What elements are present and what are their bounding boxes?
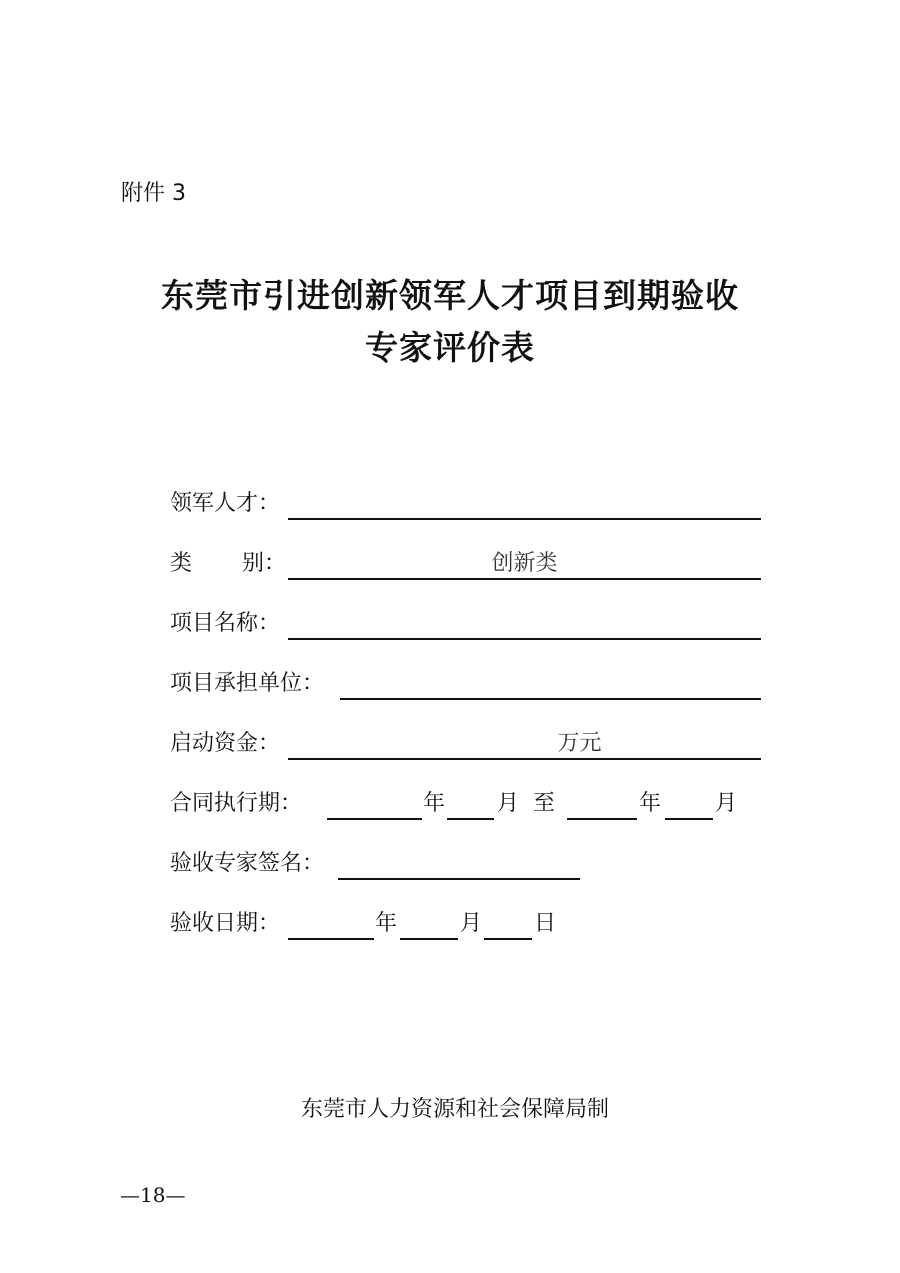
startup-fund-label: 启动资金： xyxy=(170,731,281,756)
category-label-a: 类 xyxy=(170,551,193,576)
contract-start-month-field[interactable] xyxy=(447,788,494,820)
category-label-b: 别： xyxy=(242,551,287,576)
project-unit-row xyxy=(170,668,762,700)
page-title-line2: 专家评价表 xyxy=(365,328,535,367)
issuer-footer: 东莞市人力资源和社会保障局制 xyxy=(300,1097,609,1122)
contract-start-year-field[interactable] xyxy=(327,788,422,820)
startup-fund-row xyxy=(170,728,762,760)
page-number: —18— xyxy=(120,1183,186,1207)
acceptance-day-unit: 日 xyxy=(534,911,557,936)
contract-start-year-unit: 年 xyxy=(423,791,446,816)
contract-period-row xyxy=(170,788,762,820)
acceptance-month-field[interactable] xyxy=(400,908,458,940)
acceptance-date-label: 验收日期： xyxy=(170,911,281,936)
project-name-row xyxy=(170,608,762,640)
contract-end-month-field[interactable] xyxy=(665,788,713,820)
leader-row xyxy=(170,488,762,520)
contract-end-year-field[interactable] xyxy=(567,788,637,820)
contract-end-year-unit: 年 xyxy=(639,791,662,816)
leader-label: 领军人才： xyxy=(170,491,281,516)
category-value: 创新类 xyxy=(491,551,558,576)
contract-to-label: 至 xyxy=(533,791,556,816)
acceptance-day-field[interactable] xyxy=(484,908,532,940)
acceptance-month-unit: 月 xyxy=(460,911,483,936)
attachment-label: 附件 3 xyxy=(121,181,186,206)
expert-signature-label: 验收专家签名： xyxy=(170,851,325,876)
category-field[interactable] xyxy=(288,548,761,580)
page-title-line1: 东莞市引进创新领军人才项目到期验收 xyxy=(161,276,739,315)
startup-fund-field[interactable] xyxy=(288,728,761,760)
project-name-label: 项目名称： xyxy=(170,611,281,636)
contract-start-month-unit: 月 xyxy=(497,791,520,816)
project-unit-label: 项目承担单位： xyxy=(170,671,325,696)
project-name-field[interactable] xyxy=(288,608,761,640)
startup-fund-unit: 万元 xyxy=(557,731,602,756)
acceptance-year-unit: 年 xyxy=(375,911,398,936)
contract-period-label: 合同执行期： xyxy=(170,791,303,816)
expert-signature-row xyxy=(170,848,762,880)
expert-signature-field[interactable] xyxy=(338,848,580,880)
contract-end-month-unit: 月 xyxy=(715,791,738,816)
leader-field[interactable] xyxy=(288,488,761,520)
category-row xyxy=(170,548,762,580)
project-unit-field[interactable] xyxy=(340,668,761,700)
acceptance-date-row xyxy=(170,908,762,940)
acceptance-year-field[interactable] xyxy=(288,908,374,940)
